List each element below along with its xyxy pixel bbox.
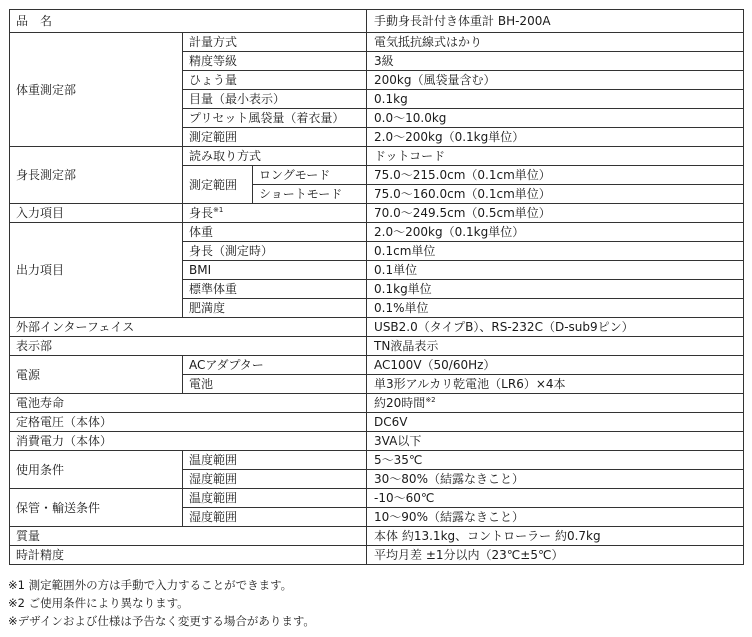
row-value: -10～60℃ (367, 489, 744, 508)
table-row (10, 489, 744, 508)
row-value: 0.1%単位 (367, 299, 744, 318)
row-value: DC6V (367, 413, 744, 432)
row-label: 肥満度 (183, 299, 367, 318)
table-row (10, 432, 744, 451)
row-label: 温度範囲 (183, 489, 367, 508)
row-label: 定格電圧（本体） (10, 413, 367, 432)
row-value (367, 394, 744, 413)
row-label: ひょう量 (183, 71, 367, 90)
row-label: プリセット風袋量（着衣量） (183, 109, 367, 128)
table-row (10, 10, 744, 33)
row-value: 平均月差 ±1分以内（23℃±5℃） (367, 546, 744, 565)
row-label: 電池 (183, 375, 367, 394)
row-label: 湿度範囲 (183, 470, 367, 489)
footnote-mark: ※1 (213, 206, 224, 214)
row-value: 2.0～200kg（0.1kg単位） (367, 128, 744, 147)
product-name: 手動身長計付き体重計 BH-200A (367, 10, 744, 33)
power-section: 電源 (10, 356, 183, 394)
row-label: 身長（測定時） (183, 242, 367, 261)
row-value: 0.1単位 (367, 261, 744, 280)
table-row (10, 318, 744, 337)
row-value: 70.0～249.5cm（0.5cm単位） (367, 204, 744, 223)
footnote: ※1 測定範囲外の方は手動で入力することができます。 (8, 578, 293, 592)
table-row (10, 413, 744, 432)
row-label: BMI (183, 261, 367, 280)
footnote-mark: ※2 (425, 396, 436, 404)
row-sublabel: ロングモード (253, 166, 367, 185)
row-label: 測定範囲 (183, 166, 253, 204)
row-value: 75.0～160.0cm（0.1cm単位） (367, 185, 744, 204)
height-section: 身長測定部 (10, 147, 183, 204)
row-label: ACアダプター (183, 356, 367, 375)
row-value: USB2.0（タイプB）、RS-232C（D-sub9ピン） (367, 318, 744, 337)
row-label: 測定範囲 (183, 128, 367, 147)
row-label: 標準体重 (183, 280, 367, 299)
table-row (10, 337, 744, 356)
row-value: 10～90%（結露なきこと） (367, 508, 744, 527)
row-label: 温度範囲 (183, 451, 367, 470)
use-conditions-section: 使用条件 (10, 451, 183, 489)
output-section: 出力項目 (10, 223, 183, 318)
row-value: 200kg（風袋量含む） (367, 71, 744, 90)
table-row (10, 546, 744, 565)
row-value: 単3形アルカリ乾電池（LR6）×4本 (367, 375, 744, 394)
spec-table (9, 9, 744, 565)
row-value: 本体 約13.1kg、コントローラー 約0.7kg (367, 527, 744, 546)
row-label: 表示部 (10, 337, 367, 356)
storage-conditions-section: 保管・輸送条件 (10, 489, 183, 527)
table-row (10, 527, 744, 546)
table-row (10, 451, 744, 470)
row-value: 0.1cm単位 (367, 242, 744, 261)
table-row (10, 394, 744, 413)
row-label: 消費電力（本体） (10, 432, 367, 451)
battery-life-value: 約20時間 (374, 396, 426, 410)
row-label: 精度等級 (183, 52, 367, 71)
row-value: 5～35℃ (367, 451, 744, 470)
row-label: 電池寿命 (10, 394, 367, 413)
row-sublabel: ショートモード (253, 185, 367, 204)
row-value: 電気抵抗線式はかり (367, 33, 744, 52)
row-value: 0.0～10.0kg (367, 109, 744, 128)
footnote: ※2 ご使用条件により異なります。 (8, 596, 189, 610)
input-label: 身長 (189, 206, 214, 220)
table-row (10, 356, 744, 375)
row-value: ドットコード (367, 147, 744, 166)
row-value: TN液晶表示 (367, 337, 744, 356)
weight-section: 体重測定部 (10, 33, 183, 147)
row-label: 体重 (183, 223, 367, 242)
table-row (10, 223, 744, 242)
row-value: 3VA以下 (367, 432, 744, 451)
table-row (10, 147, 744, 166)
row-label: 読み取り方式 (183, 147, 367, 166)
row-value: AC100V（50/60Hz） (367, 356, 744, 375)
row-value: 0.1kg単位 (367, 280, 744, 299)
table-row (10, 204, 744, 223)
input-section: 入力項目 (10, 204, 183, 223)
row-value: 2.0～200kg（0.1kg単位） (367, 223, 744, 242)
row-value: 30～80%（結露なきこと） (367, 470, 744, 489)
header-label: 品 名 (10, 10, 367, 33)
footnotes (8, 576, 315, 630)
row-value: 3級 (367, 52, 744, 71)
row-value: 0.1kg (367, 90, 744, 109)
row-label: 質量 (10, 527, 367, 546)
footnote: ※デザインおよび仕様は予告なく変更する場合があります。 (8, 614, 315, 628)
row-label: 目量（最小表示） (183, 90, 367, 109)
row-label: 外部インターフェイス (10, 318, 367, 337)
row-label: 湿度範囲 (183, 508, 367, 527)
row-label (183, 204, 367, 223)
row-label: 時計精度 (10, 546, 367, 565)
table-row (10, 33, 744, 52)
row-label: 計量方式 (183, 33, 367, 52)
row-value: 75.0～215.0cm（0.1cm単位） (367, 166, 744, 185)
